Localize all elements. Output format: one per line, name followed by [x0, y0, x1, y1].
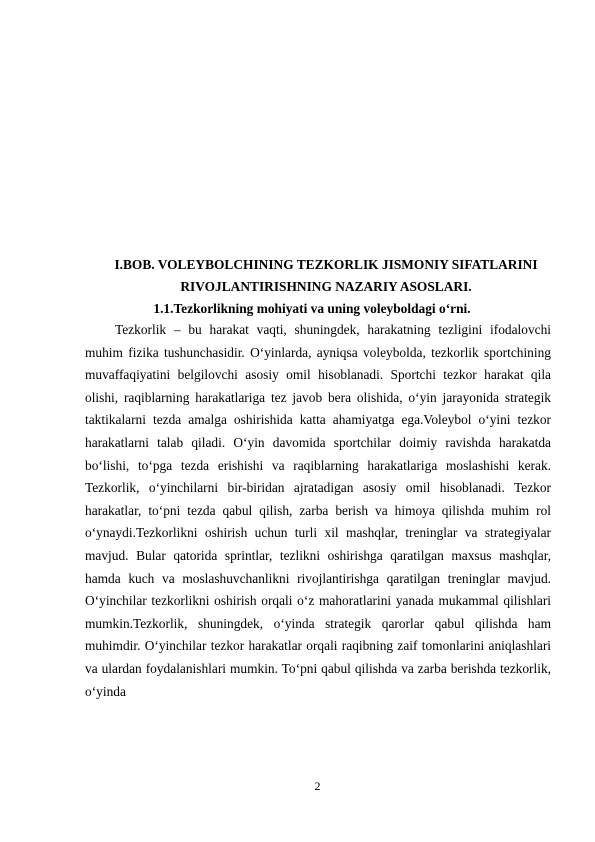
- page-number: 2: [314, 779, 321, 793]
- section-title: 1.1.Tezkorlikning mohiyati va uning voleyboldagi o‘rni.: [153, 301, 471, 316]
- chapter-title-line-1: I.BOB. VOLEYBOLCHINING TEZKORLIK JISMONIY SIFATLARINI: [114, 257, 538, 272]
- body-paragraph: Tezkorlik – bu harakat vaqti, shuningdek, harakatning tezligini ifodalovchi muhim fizika tushunchasidir. O‘yinlarda, ayniqsa voleybolda, tezkorlik sportchining muvaffaqiyatini belgilovchi asosiy omil hisoblanadi. Sportchi tezkor harakat qila olishi, raqiblarning harakatlariga tez javob bera olishida, o‘yin jarayonida strategik taktikalarni tezda amalga oshirishida katta ahamiyatga ega.Voleybol o‘yini tezkor harakatlarni talab qiladi. O‘yin davomida sportchilar doimiy ravishda harakatda bo‘lishi, to‘pga tezda erishishi va raqiblarning harakatlariga moslashishi kerak. Tezkorlik, o‘yinchilarni bir-biridan ajratadigan asosiy omil hisoblanadi. Tezkor harakatlar, to‘pni tezda qabul qilish, zarba berish va himoya qilishda muhim rol o‘ynaydi.Tezkorlikni oshirish uchun turli xil mashqlar, treninglar va strategiyalar mavjud. Bular qatorida sprintlar, tezlikni oshirishga qaratilgan maxsus mashqlar, hamda kuch va moslashuvchanlikni rivojlantirishga qaratilgan treninglar mavjud. O‘yinchilar tezkorlikni oshirish orqali o‘z mahoratlarini yanada mukammal qilishlari mumkin.Tezkorlik, shuningdek, o‘yinda strategik qarorlar qabul qilishda ham muhimdir. O‘yinchilar tezkor harakatlar orqali raqibning zaif tomonlarini aniqlashlari va ulardan foydalanishlari mumkin. To‘pni qabul qilishda va zarba berishda tezkorlik, o‘yinda: [85, 322, 551, 699]
- text-block: [85, 254, 551, 703]
- chapter-title-line-2: RIVOJLANTIRISHNING NAZARIY ASOSLARI.: [180, 279, 472, 294]
- chapter-title: [85, 254, 551, 298]
